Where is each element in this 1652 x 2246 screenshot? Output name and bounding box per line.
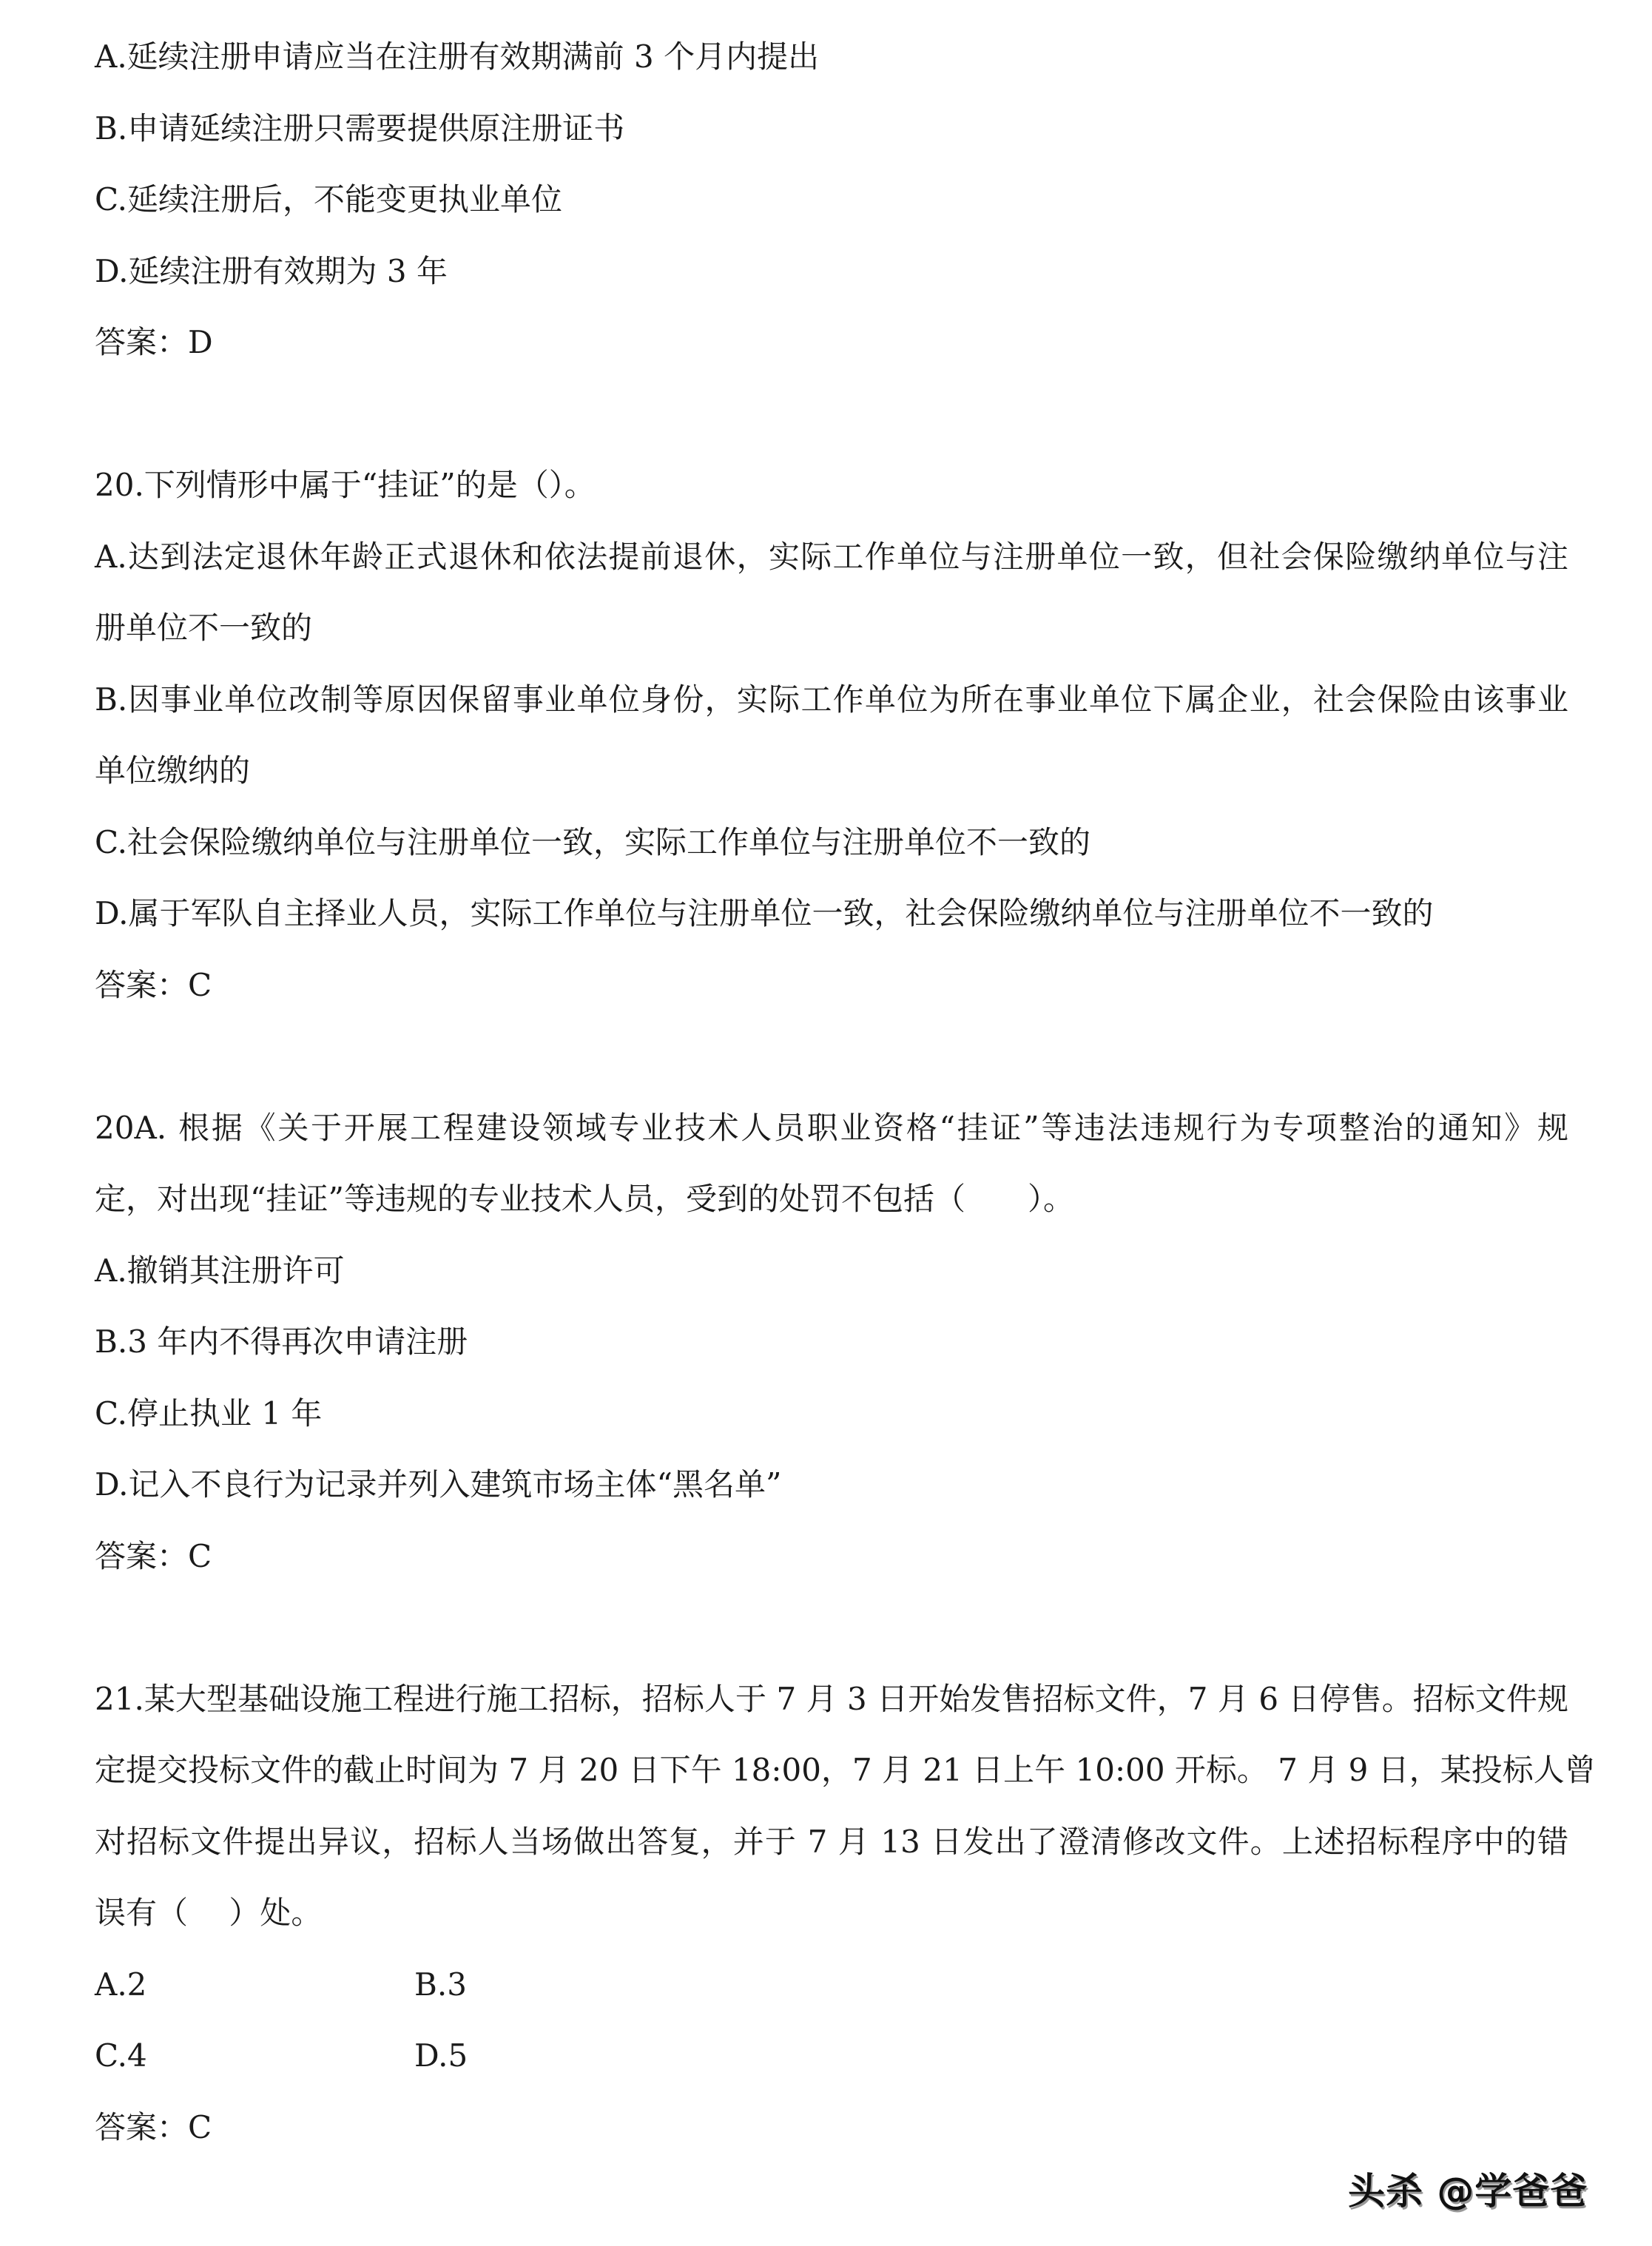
q20-option-d: D.属于军队自主择业人员，实际工作单位与注册单位一致，社会保险缴纳单位与注册单位不一致的 <box>95 895 1434 931</box>
watermark: 头杀 @学爸爸 <box>1348 2170 1588 2213</box>
q21-stem: 21.某大型基础设施工程进行施工招标，招标人于 7 月 3 日开始发售招标文件，7 月 6 日停售。招标文件规 <box>95 1680 1568 1717</box>
q20-answer: 答案：C <box>95 966 212 1003</box>
q20-option-c: C.社会保险缴纳单位与注册单位一致，实际工作单位与注册单位不一致的 <box>95 823 1090 860</box>
q21-stem-cont-1: 定提交投标文件的截止时间为 7 月 20 日下午 18:00，7 月 21 日上午 10:00 开标。 7 月 9 日，某投标人曾 <box>95 1752 1596 1788</box>
q20a-option-c: C.停止执业 1 年 <box>95 1395 323 1431</box>
spacer <box>95 379 1568 451</box>
q20a-answer: 答案：C <box>95 1537 212 1574</box>
q19-option-d: D.延续注册有效期为 3 年 <box>95 252 448 289</box>
q20-option-a-cont: 册单位不一致的 <box>95 610 313 646</box>
q20a-stem-cont: 定，对出现“挂证”等违规的专业技术人员，受到的处罚不包括（ ）。 <box>95 1181 1074 1217</box>
q20-option-a: A.达到法定退休年龄正式退休和依法提前退休，实际工作单位与注册单位一致，但社会保险缴纳单位与注 <box>95 538 1568 575</box>
spacer <box>95 1021 1568 1093</box>
q21-options-row-2 <box>95 2020 1568 2092</box>
q21-stem-cont-3: 误有（ ）处。 <box>95 1895 323 1931</box>
q20a-option-a: A.撤销其注册许可 <box>95 1252 345 1289</box>
q20a-option-d: D.记入不良行为记录并列入建筑市场主体“黑名单” <box>95 1466 782 1503</box>
q21-options-row-1 <box>95 1949 1568 2021</box>
q20a-stem: 20A. 根据《关于开展工程建设领域专业技术人员职业资格“挂证”等违法违规行为专项整治的通知》规 <box>95 1109 1568 1146</box>
q19-answer: 答案：D <box>95 324 213 360</box>
spacer <box>95 1592 1568 1664</box>
q21-stem-cont-2: 对招标文件提出异议，招标人当场做出答复，并于 7 月 13 日发出了澄清修改文件。上述招标程序中的错 <box>95 1823 1568 1860</box>
q21-option-d: D.5 <box>414 2037 468 2074</box>
q19-option-a: A.延续注册申请应当在注册有效期满前 3 个月内提出 <box>95 38 820 75</box>
q21-answer: 答案：C <box>95 2108 212 2145</box>
q20-option-b: B.因事业单位改制等原因保留事业单位身份，实际工作单位为所在事业单位下属企业，社会保险由该事业 <box>95 681 1568 718</box>
q19-option-c: C.延续注册后，不能变更执业单位 <box>95 181 562 217</box>
q20-option-b-cont: 单位缴纳的 <box>95 752 251 789</box>
q19-option-b: B.申请延续注册只需要提供原注册证书 <box>95 109 625 146</box>
q21-option-a: A.2 <box>95 1966 147 2003</box>
q21-option-b: B.3 <box>414 1966 467 2003</box>
q21-option-c: C.4 <box>95 2037 147 2074</box>
q20a-option-b: B.3 年内不得再次申请注册 <box>95 1323 468 1360</box>
document-page <box>95 21 1596 2163</box>
q20-stem: 20.下列情形中属于“挂证”的是（）。 <box>95 467 596 503</box>
